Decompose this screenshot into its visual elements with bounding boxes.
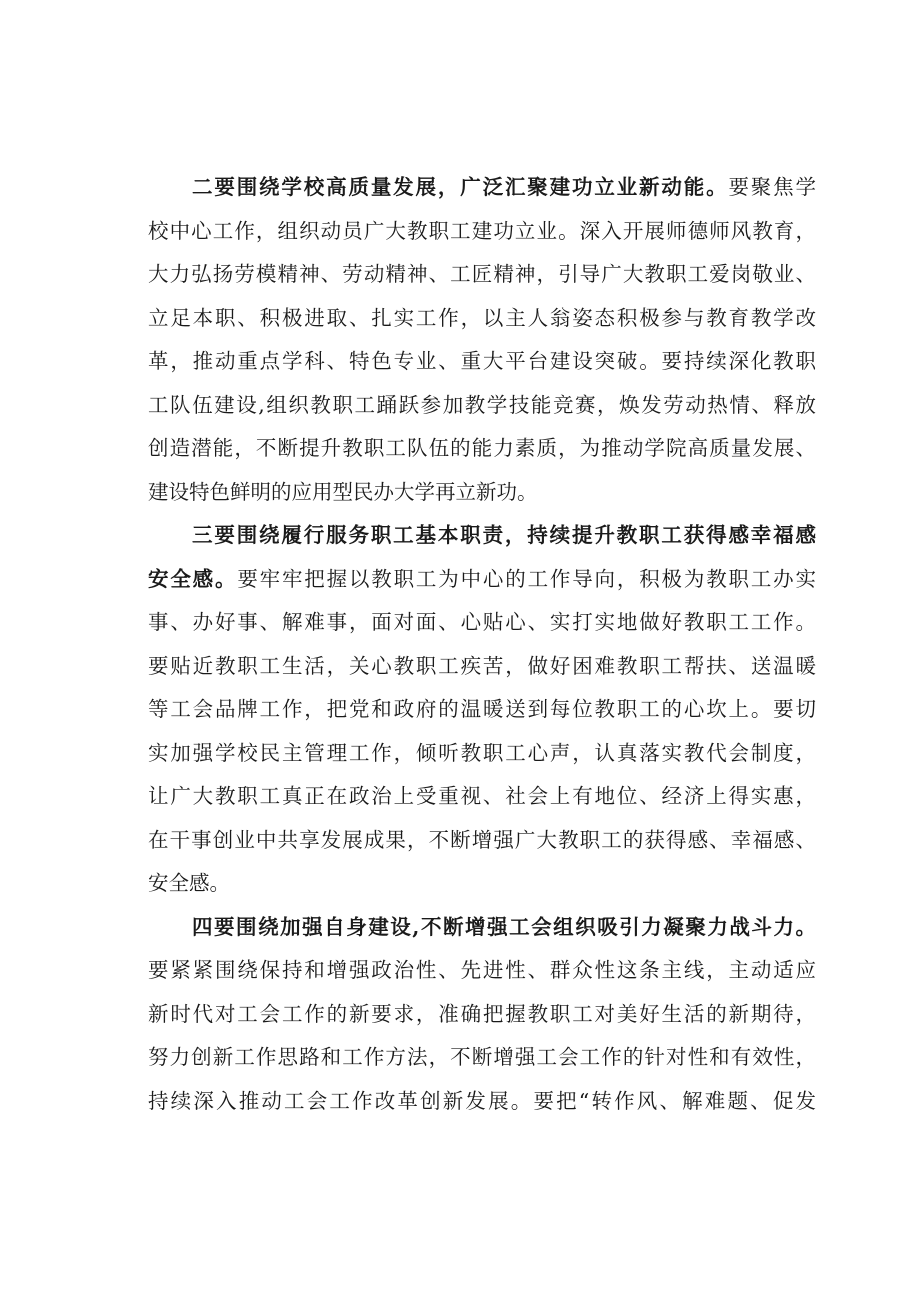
text-run: 要贴近教职工生活，关心教职工疾苦，做好困难教职工帮扶、送温暖 (148, 653, 816, 678)
text-run: 等工会品牌工作，把党和政府的温暖送到每位教职工的心坎上。要切 (148, 697, 816, 721)
paragraph-heading: 三要围绕履行服务职工基本职责，持续提升教职工获得感幸福感 (192, 523, 816, 547)
text-line (148, 949, 816, 993)
text-run: 持续深入推动工会工作改革创新发展。要把“转作风、解难题、促发 (148, 1088, 816, 1113)
text-line (148, 210, 816, 254)
text-line (148, 775, 816, 819)
text-line (148, 427, 816, 471)
text-run: 大力弘扬劳模精神、劳动精神、工匠精神，引导广大教职工爱岗敬业、 (148, 262, 816, 286)
paragraph-heading: 二要围绕学校高质量发展，广泛汇聚建功立业新动能。 (192, 175, 729, 199)
paragraph-2 (148, 166, 816, 514)
text-run: 让广大教职工真正在政治上受重视、社会上有地位、经济上得实惠， (148, 784, 816, 808)
paragraph-heading: 四要围绕加强自身建设,不断增强工会组织吸引力凝聚力战斗力。 (192, 914, 816, 939)
text-line (148, 514, 816, 558)
text-run: 革，推动重点学科、特色专业、重大平台建设突破。要持续深化教职 (148, 349, 816, 373)
text-line (148, 1080, 816, 1124)
text-line (148, 384, 816, 428)
text-line (148, 688, 816, 732)
text-line (148, 819, 816, 863)
text-run: 努力创新工作思路和工作方法，不断增强工会工作的针对性和有效性， (148, 1045, 816, 1069)
text-line (148, 253, 816, 297)
text-run: 在干事创业中共享发展成果，不断增强广大教职工的获得感、幸福感、 (148, 827, 816, 852)
text-run: 创造潜能，不断提升教职工队伍的能力素质，为推动学院高质量发展、 (148, 436, 816, 460)
text-run: 工队伍建设,组织教职工踊跃参加教学技能竞赛，焕发劳动热情、释放 (148, 392, 816, 417)
text-line (148, 732, 816, 776)
text-run: 立足本职、积极进取、扎实工作，以主人翁姿态积极参与教育教学改 (148, 305, 816, 330)
text-run: 实加强学校民主管理工作，倾听教职工心声，认真落实教代会制度， (148, 740, 816, 765)
document-body (148, 166, 816, 1123)
text-line (148, 1036, 816, 1080)
text-line (148, 906, 816, 950)
text-run: 要聚焦学 (728, 175, 817, 199)
text-run: 校中心工作，组织动员广大教职工建功立业。深入开展师德师风教育， (148, 218, 816, 243)
text-line (148, 993, 816, 1037)
text-line (148, 558, 816, 602)
text-line (148, 471, 816, 515)
text-run: 事、办好事、解难事，面对面、心贴心、实打实地做好教职工工作。 (148, 610, 816, 634)
text-line (148, 645, 816, 689)
text-run: 安全感。 (148, 871, 230, 895)
text-line (148, 340, 816, 384)
paragraph-4 (148, 906, 816, 1124)
text-run: 要牢牢把握以教职工为中心的工作导向，积极为教职工办实 (237, 566, 817, 591)
text-line (148, 601, 816, 645)
text-line (148, 166, 816, 210)
text-run: 建设特色鲜明的应用型民办大学再立新功。 (148, 479, 538, 504)
text-line (148, 297, 816, 341)
paragraph-heading: 安全感。 (148, 566, 238, 591)
text-run: 要紧紧围绕保持和增强政治性、先进性、群众性这条主线，主动适应 (148, 958, 816, 982)
paragraph-3 (148, 514, 816, 906)
text-run: 新时代对工会工作的新要求，准确把握教职工对美好生活的新期待， (148, 1001, 816, 1026)
text-line (148, 862, 816, 906)
